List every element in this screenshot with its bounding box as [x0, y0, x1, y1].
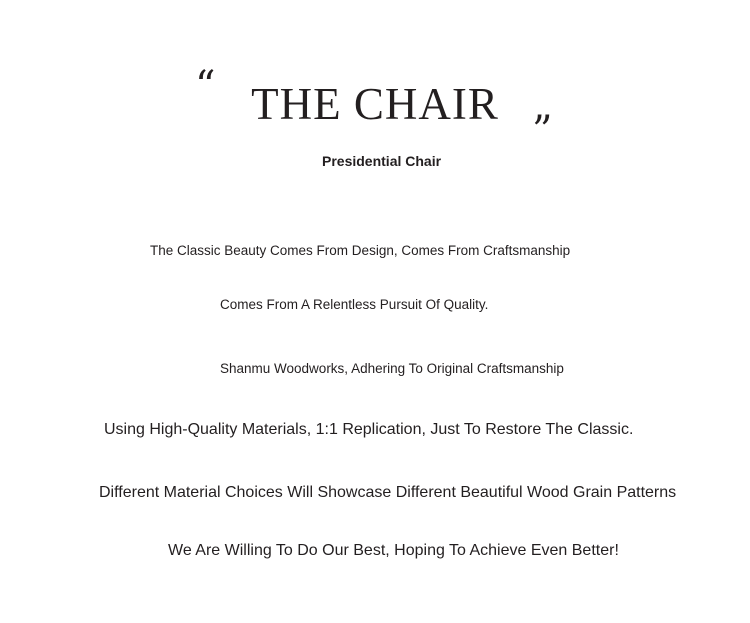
text-line-4: Using High-Quality Materials, 1:1 Replication, Just To Restore The Classic.: [104, 421, 634, 438]
text-line-1: The Classic Beauty Comes From Design, Comes From Craftsmanship: [150, 243, 571, 258]
text-line-6: We Are Willing To Do Our Best, Hoping To Achieve Even Better!: [168, 542, 619, 559]
text-line-3: Shanmu Woodworks, Adhering To Original Craftsmanship: [220, 361, 564, 376]
closing-quote-mark: ”: [532, 108, 553, 154]
page-title: THE CHAIR: [251, 79, 499, 129]
page-subtitle: Presidential Chair: [322, 153, 442, 169]
opening-quote-mark: “: [195, 63, 216, 109]
text-line-2: Comes From A Relentless Pursuit Of Quality.: [220, 297, 489, 312]
text-line-5: Different Material Choices Will Showcase Different Beautiful Wood Grain Patterns: [99, 484, 677, 501]
